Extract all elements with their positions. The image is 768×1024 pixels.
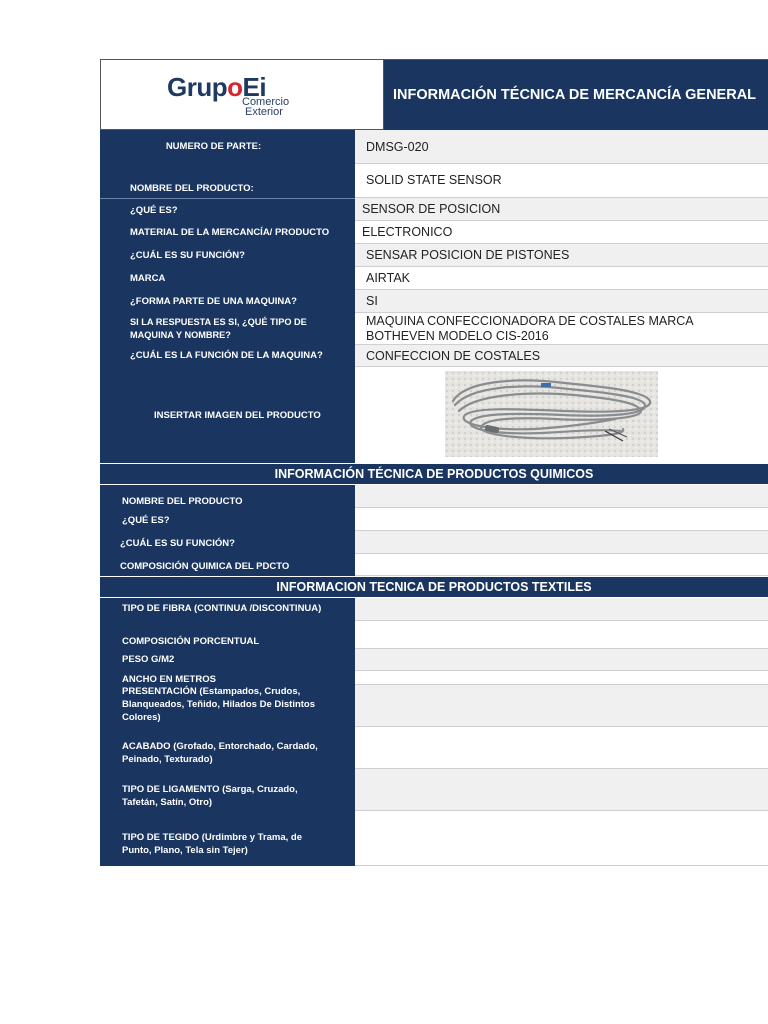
document-title: INFORMACIÓN TÉCNICA DE MERCANCÍA GENERAL (384, 59, 768, 130)
product-photo (445, 371, 658, 457)
company-logo (100, 59, 384, 130)
sensor-cable-image (445, 371, 658, 457)
row-marca (100, 267, 768, 290)
row-composicion-porcentual (100, 621, 768, 649)
row-quimico-funcion (100, 531, 768, 554)
section-quimicos-header: INFORMACIÓN TÉCNICA DE PRODUCTOS QUIMICOS (100, 463, 768, 485)
funcion-label: ¿CUÁL ES SU FUNCIÓN? (100, 244, 355, 267)
quimico-funcion-label: ¿CUÁL ES SU FUNCIÓN? (100, 531, 355, 554)
imagen-producto-label: INSERTAR IMAGEN DEL PRODUCTO (100, 367, 355, 463)
row-ligamento (100, 769, 768, 811)
row-imagen-producto (100, 367, 768, 463)
nombre-producto-label: NOMBRE DEL PRODUCTO: (100, 164, 355, 198)
tipo-maquina-label: SI LA RESPUESTA ES SI, ¿QUÉ TIPO DE MAQUINA Y NOMBRE? (100, 313, 355, 345)
ligamento-value[interactable] (355, 769, 768, 811)
tipo-fibra-label: TIPO DE FIBRA (CONTINUA /DISCONTINUA) (100, 598, 355, 621)
sheet-header (100, 59, 768, 130)
que-es-value[interactable]: SENSOR DE POSICION (355, 198, 768, 221)
quimico-que-es-label: ¿QUÉ ES? (100, 508, 355, 531)
quimico-que-es-value[interactable] (355, 508, 768, 531)
row-quimico-nombre (100, 485, 768, 508)
row-funcion-maquina (100, 345, 768, 367)
quimico-funcion-value[interactable] (355, 531, 768, 554)
presentacion-label: PRESENTACIÓN (Estampados, Crudos, Blanqueados, Teñido, Hilados De Distintos Colores) (100, 685, 355, 727)
material-value[interactable]: ELECTRONICO (355, 221, 768, 244)
row-peso (100, 649, 768, 671)
row-presentacion (100, 685, 768, 727)
tipo-fibra-value[interactable] (355, 598, 768, 621)
row-nombre-producto (100, 164, 768, 198)
forma-parte-label: ¿FORMA PARTE DE UNA MAQUINA? (100, 290, 355, 313)
quimico-composicion-value[interactable] (355, 554, 768, 576)
funcion-maquina-label: ¿CUÁL ES LA FUNCIÓN DE LA MAQUINA? (100, 345, 355, 367)
acabado-value[interactable] (355, 727, 768, 769)
technical-info-sheet (100, 59, 768, 866)
funcion-value[interactable]: SENSAR POSICION DE PISTONES (355, 244, 768, 267)
marca-value[interactable]: AIRTAK (355, 267, 768, 290)
row-acabado (100, 727, 768, 769)
section-textiles-header: INFORMACION TECNICA DE PRODUCTOS TEXTILES (100, 576, 768, 598)
row-quimico-que-es (100, 508, 768, 531)
row-funcion (100, 244, 768, 267)
row-ancho (100, 671, 768, 685)
composicion-porcentual-value[interactable] (355, 621, 768, 649)
tipo-maquina-value[interactable]: MAQUINA CONFECCIONADORA DE COSTALES MARCA BOTHEVEN MODELO CIS-2016 (355, 313, 768, 345)
ancho-value[interactable] (355, 671, 768, 685)
material-label: MATERIAL DE LA MERCANCÍA/ PRODUCTO (100, 221, 355, 244)
row-tipo-fibra (100, 598, 768, 621)
logo-wordmark: GrupoEi (167, 72, 267, 102)
nombre-producto-value[interactable]: SOLID STATE SENSOR (355, 164, 768, 198)
composicion-porcentual-label: COMPOSICIÓN PORCENTUAL (100, 621, 355, 649)
peso-value[interactable] (355, 649, 768, 671)
quimico-nombre-label: NOMBRE DEL PRODUCTO (100, 485, 355, 508)
imagen-producto-cell (355, 367, 768, 463)
presentacion-value[interactable] (355, 685, 768, 727)
quimico-nombre-value[interactable] (355, 485, 768, 508)
numero-parte-label: NUMERO DE PARTE: (100, 130, 355, 164)
row-forma-parte (100, 290, 768, 313)
ligamento-label: TIPO DE LIGAMENTO (Sarga, Cruzado, Tafetán, Satín, Otro) (100, 769, 355, 811)
row-que-es (100, 198, 768, 221)
funcion-maquina-value[interactable]: CONFECCION DE COSTALES (355, 345, 768, 367)
ancho-label: ANCHO EN METROS (100, 671, 355, 685)
tejido-label: TIPO DE TEGIDO (Urdimbre y Trama, de Punto, Plano, Tela sin Tejer) (100, 811, 355, 866)
forma-parte-value[interactable]: SI (355, 290, 768, 313)
row-tipo-maquina (100, 313, 768, 345)
tejido-value[interactable] (355, 811, 768, 866)
quimico-composicion-label: COMPOSICIÓN QUIMICA DEL PDCTO (100, 554, 355, 576)
acabado-label: ACABADO (Grofado, Entorchado, Cardado, Peinado, Texturado) (100, 727, 355, 769)
peso-label: PESO G/M2 (100, 649, 355, 671)
row-material (100, 221, 768, 244)
que-es-label: ¿QUÉ ES? (100, 198, 355, 221)
marca-label: MARCA (100, 267, 355, 290)
logo-tagline: Comercio Exterior (242, 96, 290, 118)
row-numero-parte (100, 130, 768, 164)
row-quimico-composicion (100, 554, 768, 576)
row-tejido (100, 811, 768, 866)
numero-parte-value[interactable]: DMSG-020 (355, 130, 768, 164)
